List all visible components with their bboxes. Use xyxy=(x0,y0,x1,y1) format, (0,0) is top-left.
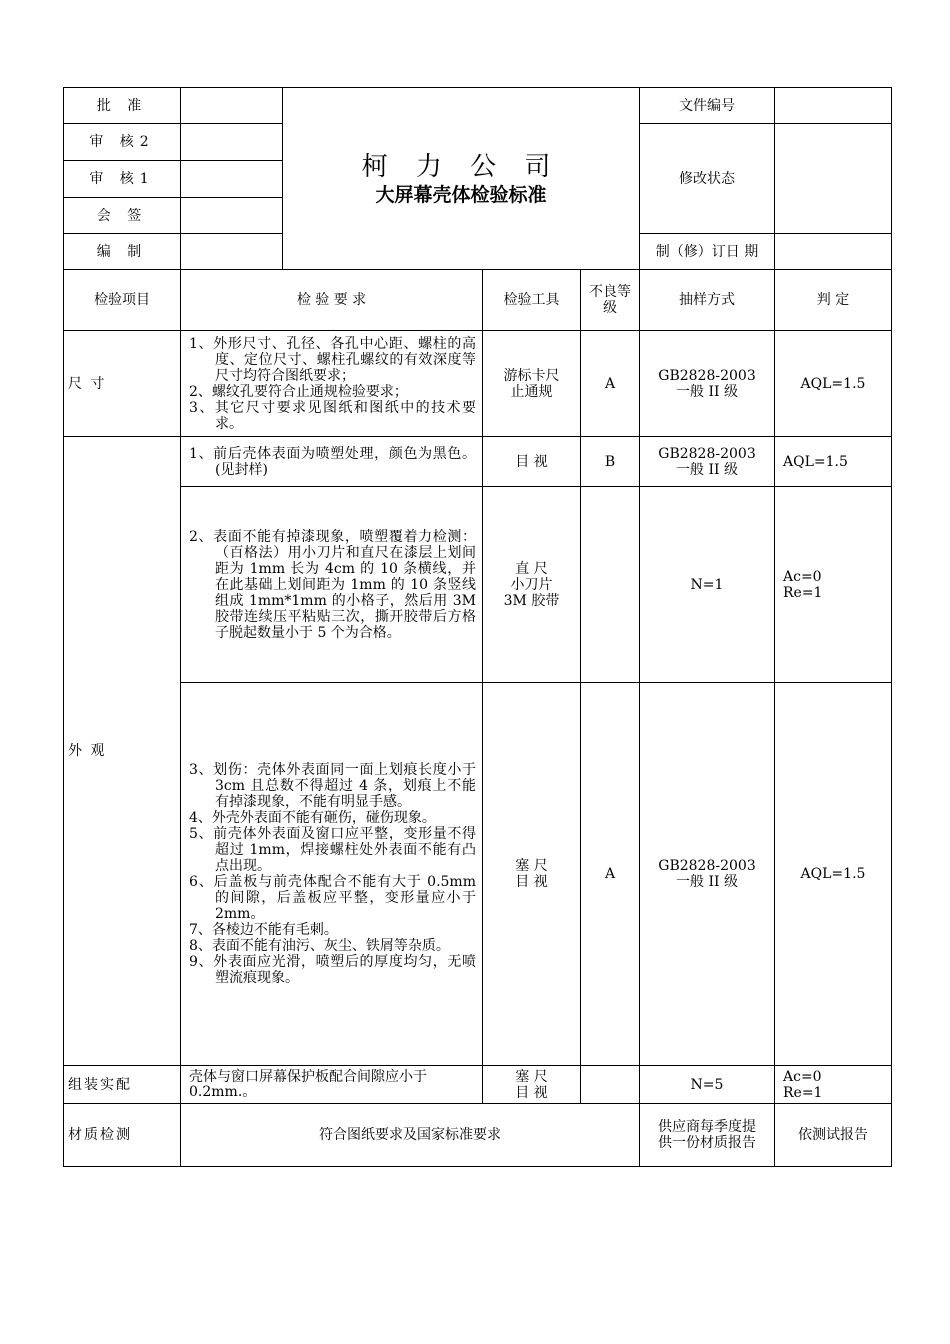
appearance2-judgement xyxy=(775,487,892,683)
cell-line: N=1 xyxy=(690,576,724,593)
requirement-item: 2、表面不能有掉漆现象，喷塑覆着力检测：（百格法）用小刀片和直尺在漆层上划间距为 1mm 长为 4cm 的 10 条横线，并在此基础上划间距为 1mm 的 10 条竖线组成 1mm*1mm 的小格子，然后用 3M 胶带连续压平粘贴三次，撕开胶带后方格子脱起数量小于 5 个为合格。 xyxy=(189,528,476,641)
cell-line: 供应商每季度提 xyxy=(658,1119,756,1135)
review1-value xyxy=(181,161,283,198)
material-judgement: 依测试报告 xyxy=(775,1104,892,1167)
appearance1-req-list xyxy=(189,446,476,478)
cell-line: GB2828-2003 xyxy=(658,445,756,462)
revision-status-value xyxy=(775,124,892,234)
appearance2-sampling xyxy=(640,487,775,683)
requirement-item: 1、外形尺寸、孔径、各孔中心距、螺柱的高度、定位尺寸、螺柱孔螺纹的有效深度等尺寸均符合图纸要求； xyxy=(189,335,476,384)
requirement-item: 3、划伤：壳体外表面同一面上划痕长度小于 3cm 且总数不得超过 4 条，划痕上不能有掉漆现象，不能有明显手感。 xyxy=(189,762,476,810)
assembly-sampling xyxy=(640,1066,775,1104)
appearance2-tool xyxy=(483,487,581,683)
title-block xyxy=(283,88,640,270)
material-requirement: 符合图纸要求及国家标准要求 xyxy=(181,1104,640,1167)
col-tool-header: 检验工具 xyxy=(483,270,581,331)
appearance3-grade: A xyxy=(581,683,640,1066)
prepared-value xyxy=(181,234,283,270)
size-judgement xyxy=(775,331,892,437)
cell-line: Re=1 xyxy=(783,584,823,601)
appearance1-sampling xyxy=(640,437,775,487)
appearance3-requirements xyxy=(181,683,483,1066)
appearance1-grade: B xyxy=(581,437,640,487)
requirement-item: 9、外表面应光滑，喷塑后的厚度均匀，无喷塑流痕现象。 xyxy=(189,954,476,986)
appearance3-tool xyxy=(483,683,581,1066)
approve-label: 批 准 xyxy=(64,88,181,124)
requirement-item: 1、前后壳体表面为喷塑处理，颜色为黑色。(见封样) xyxy=(189,445,476,478)
appearance2-requirements xyxy=(181,487,483,683)
appearance1-tool xyxy=(483,437,581,487)
cell-line: 止通规 xyxy=(510,383,553,400)
review2-value xyxy=(181,124,283,161)
requirement-item: 5、前壳体外表面及窗口应平整，变形量不得超过 1mm，焊接螺柱处外表面不能有凸点出现。 xyxy=(189,826,476,874)
cell-line: 目 视 xyxy=(515,1084,548,1101)
cell-line: AQL=1.5 xyxy=(800,375,866,392)
appearance3-judgement xyxy=(775,683,892,1066)
col-item-header: 检验项目 xyxy=(64,270,181,331)
requirement-item: 6、后盖板与前壳体配合不能有大于 0.5mm 的间隙，后盖板应平整，变形量应小于 2mm。 xyxy=(189,874,476,922)
cell-line: AQL=1.5 xyxy=(783,453,848,470)
cell-line: Ac=0 xyxy=(783,568,822,585)
cell-line: Re=1 xyxy=(783,1084,823,1101)
assembly-grade xyxy=(581,1066,640,1104)
cell-line: 一般 II 级 xyxy=(676,874,738,890)
col-requirement-header: 检 验 要 求 xyxy=(181,270,483,331)
requirement-item: 4、外壳外表面不能有砸伤，碰伤现象。 xyxy=(189,810,436,826)
size-grade: A xyxy=(581,331,640,437)
appearance2-grade xyxy=(581,487,640,683)
appearance3-req-list xyxy=(189,762,476,986)
cell-line: 小刀片 xyxy=(510,576,553,593)
item-material: 材质检测 xyxy=(64,1104,181,1167)
revision-status-label: 修改状态 xyxy=(640,124,775,234)
company-name: 柯 力 公 司 xyxy=(361,151,561,182)
cell-line: 3M 胶带 xyxy=(503,592,560,609)
size-tool xyxy=(483,331,581,437)
approve-value xyxy=(181,88,283,124)
cell-line: 直 尺 xyxy=(515,560,548,577)
col-grade-header: 不良等级 xyxy=(581,270,640,331)
review2-label: 审 核2 xyxy=(64,124,181,161)
cell-line: AQL=1.5 xyxy=(800,866,866,882)
requirement-item: 2、螺纹孔要符合止通规检验要求； xyxy=(189,383,408,400)
size-sampling xyxy=(640,331,775,437)
doc-number-value xyxy=(775,88,892,124)
cell-line: 塞 尺 xyxy=(515,1068,548,1085)
document-title: 大屏幕壳体检验标准 xyxy=(375,183,547,206)
inspection-standard-table xyxy=(63,87,892,1167)
cell-line: N=5 xyxy=(690,1076,724,1093)
col-judgement-header: 判 定 xyxy=(775,270,892,331)
cell-line: 一般 II 级 xyxy=(676,383,738,400)
size-requirements xyxy=(181,331,483,437)
assembly-requirement: 壳体与窗口屏幕保护板配合间隙应小于 0.2mm.。 xyxy=(181,1066,483,1104)
cell-line: GB2828-2003 xyxy=(658,858,756,874)
prepared-label: 编 制 xyxy=(64,234,181,270)
countersign-label: 会 签 xyxy=(64,198,181,234)
appearance1-requirements xyxy=(181,437,483,487)
doc-number-label: 文件编号 xyxy=(640,88,775,124)
appearance3-sampling xyxy=(640,683,775,1066)
col-sampling-header: 抽样方式 xyxy=(640,270,775,331)
requirement-item: 7、各棱边不能有毛刺。 xyxy=(189,922,338,938)
cell-line: 塞 尺 xyxy=(515,858,548,874)
cell-line: 一般 II 级 xyxy=(676,461,738,478)
cell-line: 游标卡尺 xyxy=(503,367,560,384)
appearance1-judgement xyxy=(775,437,892,487)
item-size: 尺 寸 xyxy=(64,331,181,437)
cell-line: Ac=0 xyxy=(783,1068,822,1085)
countersign-value xyxy=(181,198,283,234)
material-sampling xyxy=(640,1104,775,1167)
cell-line: GB2828-2003 xyxy=(658,367,756,384)
appearance2-req-list xyxy=(189,529,476,641)
cell-line: 目 视 xyxy=(515,874,548,890)
item-assembly: 组装实配 xyxy=(64,1066,181,1104)
assembly-judgement xyxy=(775,1066,892,1104)
requirement-item: 8、表面不能有油污、灰尘、铁屑等杂质。 xyxy=(189,938,450,954)
revision-date-value xyxy=(775,234,892,270)
cell-line: 供一份材质报告 xyxy=(658,1135,756,1151)
assembly-tool xyxy=(483,1066,581,1104)
size-req-list xyxy=(189,336,476,432)
review1-label: 审 核1 xyxy=(64,161,181,198)
requirement-item: 3、其它尺寸要求见图纸和图纸中的技术要求。 xyxy=(189,399,476,432)
revision-date-label: 制（修）订日 期 xyxy=(640,234,775,270)
item-appearance: 外 观 xyxy=(64,437,181,1066)
cell-line: 目 视 xyxy=(515,453,548,470)
